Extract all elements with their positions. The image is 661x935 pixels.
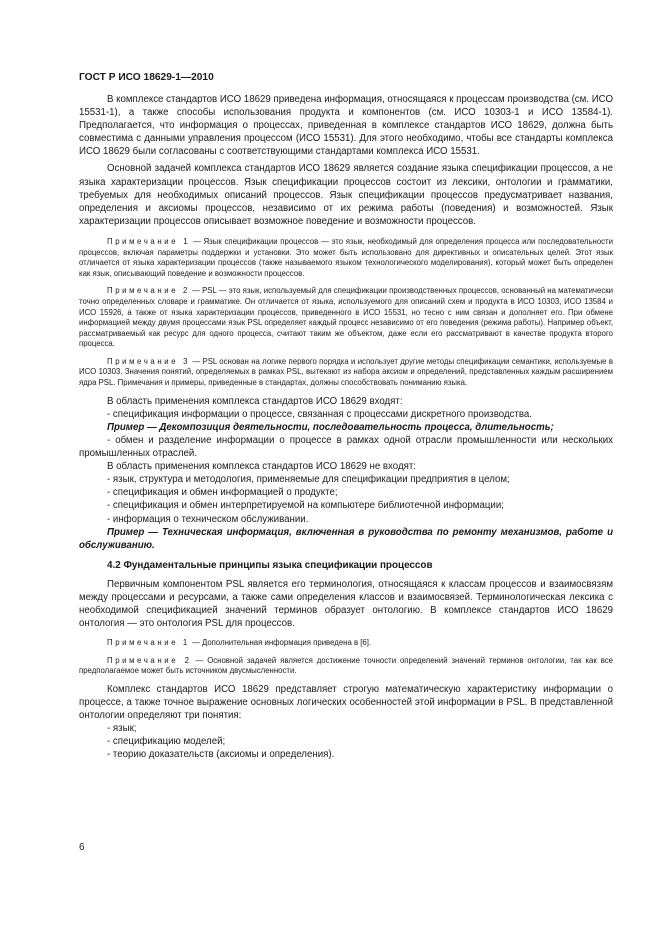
list-item: - спецификация и обмен информацией о продукте; [107,487,338,499]
section-heading: 4.2 Фундаментальные принципы языка спецификации процессов [107,559,433,571]
standard-header: ГОСТ Р ИСО 18629-1—2010 [79,72,214,83]
note [79,237,613,279]
note-label: Примечание 1 [107,236,191,246]
list-item: - обмен и разделение информации о процессе в рамках одной отрасли промышленности или нескольких промышленных отраслей. [79,434,613,460]
note-label: Примечание 3 [107,356,191,366]
paragraph: Первичным компонентом PSL является его терминология, относящаяся к классам процессов и взаимосвязям между процессами и ресурсами, а также сами определения классов и взаимосвязей. Терминологическая лексика с необходимой спецификацией значений терминов образует онтологию. В комплексе стандартов ИСО 18629 онтология — это онтология PSL для процессов. [79,578,613,630]
scope-in-intro: В область применения комплекса стандартов ИСО 18629 входят: [107,395,403,407]
list-item: - язык, структура и методология, применяемые для спецификации предприятия в целом; [107,474,510,486]
note-label: Примечание 2 [107,286,190,296]
note-text: — Дополнительная информация приведена в [6]. [189,638,372,648]
paragraph: Основной задачей комплекса стандартов ИСО 18629 является создание языка спецификации процессов, а не языка характеризации процессов. Язык спецификации процессов состоит из лексики, онтологии и грамматики, требуемых для необходимых описаний процессов. Язык спецификации процессов предусматривает названия, определения и аксиомы процессов, независимо от их режима работы (поведения) и возможностей. Язык характеризации процессов описывает возможное поведение и возможности процессов. [79,163,613,227]
note-text: — Язык спецификации процессов — это язык, необходимый для определения процесса или последовательности процессов, включая параметры поддержки и установки. Это может быть использовано для директивных и описательных целей. Этот язык отличается от языка характеризации процессов (также называемого языком технологического моделирования), который может быть определен как язык, описывающий поведение и возможности процессов. [79,236,613,278]
note-text: — Основной задачей является достижение точности определений значений терминов онтологии, так как все предполагаемое может быть источником двусмысленности. [79,655,613,676]
page-number: 6 [79,842,85,853]
list-item: - спецификация информации о процессе, связанная с процессами дискретного производства. [107,408,532,420]
note-text: — PSL — это язык, используемый для спецификации производственных процессов, основанный на математически точно определенных словаре и грамматике. Он отличается от языка, используемого для описаний схем и продукта в ИСО 10303, ИСО 13584 и ИСО 15926, а также от языка характеризации процессов, приведенного в ИСО 15531, но тесно с ним связан и дополняет его. При обмене информацией между двумя процессами язык PSL определяет каждый процесс независимо от его поведения (режима работы). Например объект, рассматриваемый как ресурс для одного процесса, считают таким же объектом, даже если его рассматривают в качестве продукта второго процесса. [79,286,613,349]
note-label: Примечание 2 [107,655,192,665]
note [79,286,613,350]
list-item: - язык; [107,723,137,735]
note-label: Примечание 1 [107,638,190,648]
scope-out-intro: В область применения комплекса стандартов ИСО 18629 не входят: [107,461,416,473]
example: Пример — Техническая информация, включенная в руководства по ремонту механизмов, работе и обслуживанию. [79,526,613,551]
paragraph: Комплекс стандартов ИСО 18629 представляет строгую математическую характеристику информации о процессе, а также точное выражение основных логических особенностей этой информации в PSL. В представленной онтологии определяют три понятия: [79,683,613,722]
list-item: - спецификация и обмен интерпретируемой на компьютере библиотечной информации; [107,500,504,512]
note [79,656,613,677]
list-item: - информация о техническом обслуживании. [107,513,309,525]
example: Пример — Декомпозиция деятельности, последовательность процесса, длительность; [107,421,554,433]
list-item: - теорию доказательств (аксиомы и определения). [107,749,335,761]
note [79,638,613,649]
paragraph: В комплексе стандартов ИСО 18629 приведена информация, относящаяся к процессам производства (см. ИСО 15531-1), а также способы использования продукта и компонентов (см. ИСО 10303-1 и ИСО 13584-1). Предполагается, что информация о процессах, приведенная в комплексе стандартов ИСО 18629, должна быть совместима с данными управления процессом (ИСО 15531). Для этого необходимо, чтобы все стандарты комплекса ИСО 18629 были согласованы с соответствующими стандартами комплекса ИСО 15531. [79,94,613,158]
list-item: - спецификацию моделей; [107,736,226,748]
note [79,357,613,389]
note-text: — PSL основан на логике первого порядка и использует другие методы спецификации семантики, используемые в ИСО 10303. Значения понятий, определяемых в рамках PSL, вытекают из набора аксиом и определений, представленных каждым расширением ядра PSL. Примечания и примеры, приведенные в стандартах, должны способствовать пониманию языка. [79,356,613,388]
